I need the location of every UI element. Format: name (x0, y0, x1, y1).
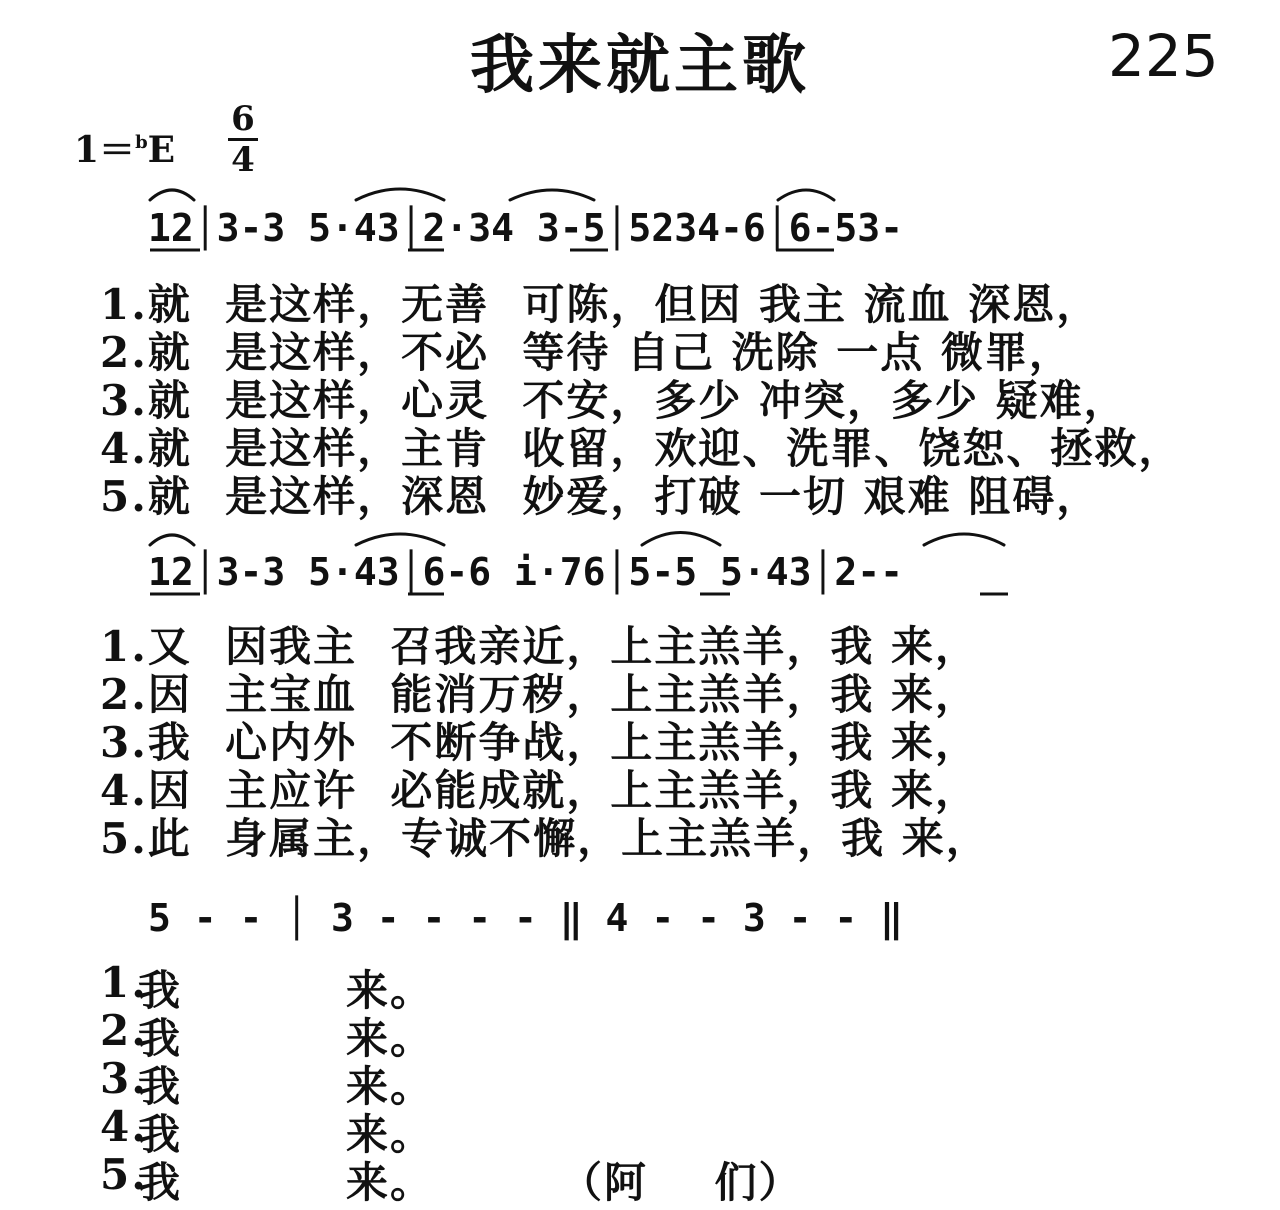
system1-verse-5: 5.就 是这样，深恩 妙爱，打破 一切 艰难 阻碍， (100, 472, 1101, 521)
key-prefix: 1＝ (74, 129, 136, 171)
system1-verse-2: 2.就 是这样，不必 等待 自己 洗除 一点 微罪， (100, 328, 1073, 377)
system3-verse-4-b: 来。 (346, 1110, 435, 1159)
system3-notation: 5 - - │ 3 - - - - ‖ 4 - - 3 - - ‖ (148, 896, 903, 940)
system3-verse-2-num: 2. (100, 1006, 148, 1055)
system2-verse-1: 1.又 因我主 召我亲近，上主羔羊，我 来， (100, 622, 979, 671)
system3-verse-2-b: 来。 (346, 1014, 435, 1063)
system2-verse-3: 3.我 心内外 不断争战，上主羔羊，我 来， (100, 718, 979, 767)
amen-text: （阿 们） (560, 1158, 803, 1207)
system3-verse-3-num: 3. (100, 1054, 148, 1103)
system3-verse-4-a: 我 (138, 1110, 183, 1159)
slur (778, 190, 834, 200)
system3-verse-1-num: 1. (100, 958, 148, 1007)
time-signature-bottom: 4 (231, 140, 255, 180)
system1-notation: 12│3-3 5·43│2·34 3-5│5234-6│6-53- (148, 206, 903, 250)
system3-verse-4-num: 4. (100, 1102, 148, 1151)
system3-verse-5-num: 5. (100, 1150, 148, 1199)
system2-notation: 12│3-3 5·43│6-6 i·76│5-5 5·43│2-- (148, 550, 903, 594)
slur (150, 190, 194, 200)
system3-verse-1-a: 我 (138, 966, 183, 1015)
system2-verse-4: 4.因 主应许 必能成就，上主羔羊，我 来， (100, 766, 979, 815)
system3-verse-5-b: 来。 (346, 1158, 435, 1207)
slur (356, 534, 444, 545)
system3-verse-5-a: 我 (138, 1158, 183, 1207)
key-note: E (147, 129, 176, 171)
system1-verse-1: 1.就 是这样，无善 可陈，但因 我主 流血 深恩， (100, 280, 1101, 329)
system1-verse-4: 4.就 是这样，主肯 收留，欢迎、洗罪、饶恕、拯救， (100, 424, 1183, 473)
system3-verse-2-a: 我 (138, 1014, 183, 1063)
slur (150, 535, 194, 545)
hymn-number: 225 (1108, 22, 1219, 90)
slur (924, 534, 1004, 545)
slur (510, 190, 594, 200)
flat-sign: b (135, 132, 148, 153)
slur (642, 533, 720, 546)
system2-verse-5: 5.此 身属主，专诚不懈，上主羔羊，我 来， (100, 814, 990, 863)
system3-verse-3-a: 我 (138, 1062, 183, 1111)
slur (356, 189, 444, 200)
system2-verse-2: 2.因 主宝血 能消万秽，上主羔羊，我 来， (100, 670, 979, 719)
hymn-title: 我来就主歌 (470, 29, 810, 103)
time-signature-top: 6 (231, 99, 255, 139)
system3-verse-3-b: 来。 (346, 1062, 435, 1111)
system1-verse-3: 3.就 是这样，心灵 不安，多少 冲突，多少 疑难， (100, 376, 1128, 425)
system3-verse-1-b: 来。 (346, 966, 435, 1015)
